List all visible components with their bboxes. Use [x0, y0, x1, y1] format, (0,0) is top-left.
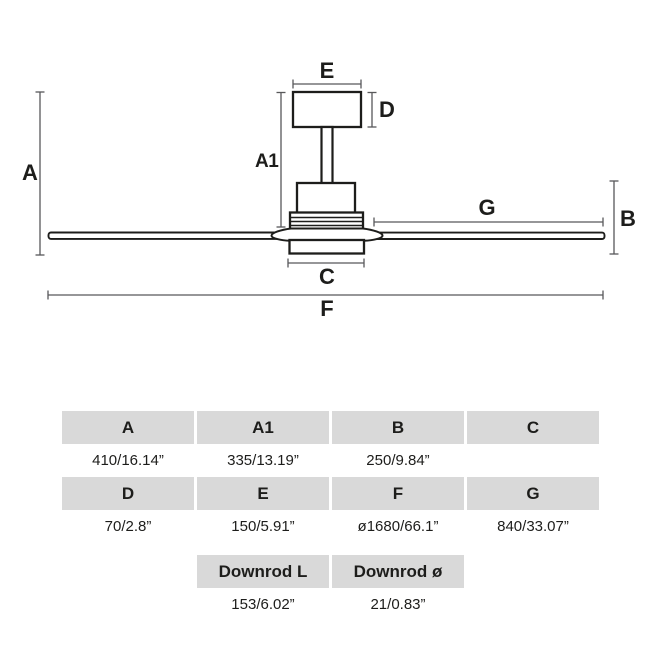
table-header-downrod-l: Downrod L: [197, 555, 329, 588]
table-header-downrod-dia: Downrod ø: [332, 555, 464, 588]
fan-motor-housing: [297, 183, 355, 213]
dim-label-c: C: [319, 264, 335, 289]
table-value-downrod-dia: 21/0.83”: [332, 588, 464, 621]
table-value-row-1: [62, 444, 599, 477]
dim-label-g: G: [478, 195, 496, 220]
dim-label-b: B: [620, 206, 636, 231]
fan-blade-right: [348, 233, 605, 239]
dimension-table: [62, 411, 599, 621]
dim-line-b: [610, 181, 619, 254]
dim-label-a: A: [22, 160, 38, 185]
fan-drawing: [49, 92, 605, 254]
table-value-e: 150/5.91”: [197, 510, 329, 543]
table-header-row-1: [62, 411, 599, 444]
dim-label-d: D: [379, 97, 395, 122]
table-header-a: A: [62, 411, 194, 444]
table-value-row-downrod: [62, 588, 599, 621]
table-spacer: [62, 588, 194, 621]
table-header-f: F: [332, 477, 464, 510]
table-value-d: 70/2.8”: [62, 510, 194, 543]
table-spacer: [467, 555, 599, 588]
dim-label-a1: A1: [255, 151, 279, 172]
table-header-e: E: [197, 477, 329, 510]
table-value-b: 250/9.84”: [332, 444, 464, 477]
table-header-row-2: [62, 477, 599, 510]
table-spacer: [467, 588, 599, 621]
table-header-d: D: [62, 477, 194, 510]
fan-blade-left: [49, 233, 307, 239]
table-value-row-2: [62, 510, 599, 543]
table-header-a1: A1: [197, 411, 329, 444]
dim-label-e: E: [319, 58, 335, 83]
table-header-g: G: [467, 477, 599, 510]
table-header-c: C: [467, 411, 599, 444]
table-value-downrod-l: 153/6.02”: [197, 588, 329, 621]
table-value-c: [467, 444, 599, 477]
table-header-b: B: [332, 411, 464, 444]
fan-lower-housing: [290, 240, 365, 254]
dim-line-d: [368, 93, 377, 128]
fan-downrod: [322, 127, 333, 184]
table-value-g: 840/33.07”: [467, 510, 599, 543]
table-value-f: ø1680/66.1”: [332, 510, 464, 543]
table-header-row-downrod: [62, 555, 599, 588]
table-value-a: 410/16.14”: [62, 444, 194, 477]
fan-canopy: [293, 92, 361, 127]
table-value-a1: 335/13.19”: [197, 444, 329, 477]
dim-label-f: F: [320, 296, 334, 321]
table-spacer: [62, 555, 194, 588]
